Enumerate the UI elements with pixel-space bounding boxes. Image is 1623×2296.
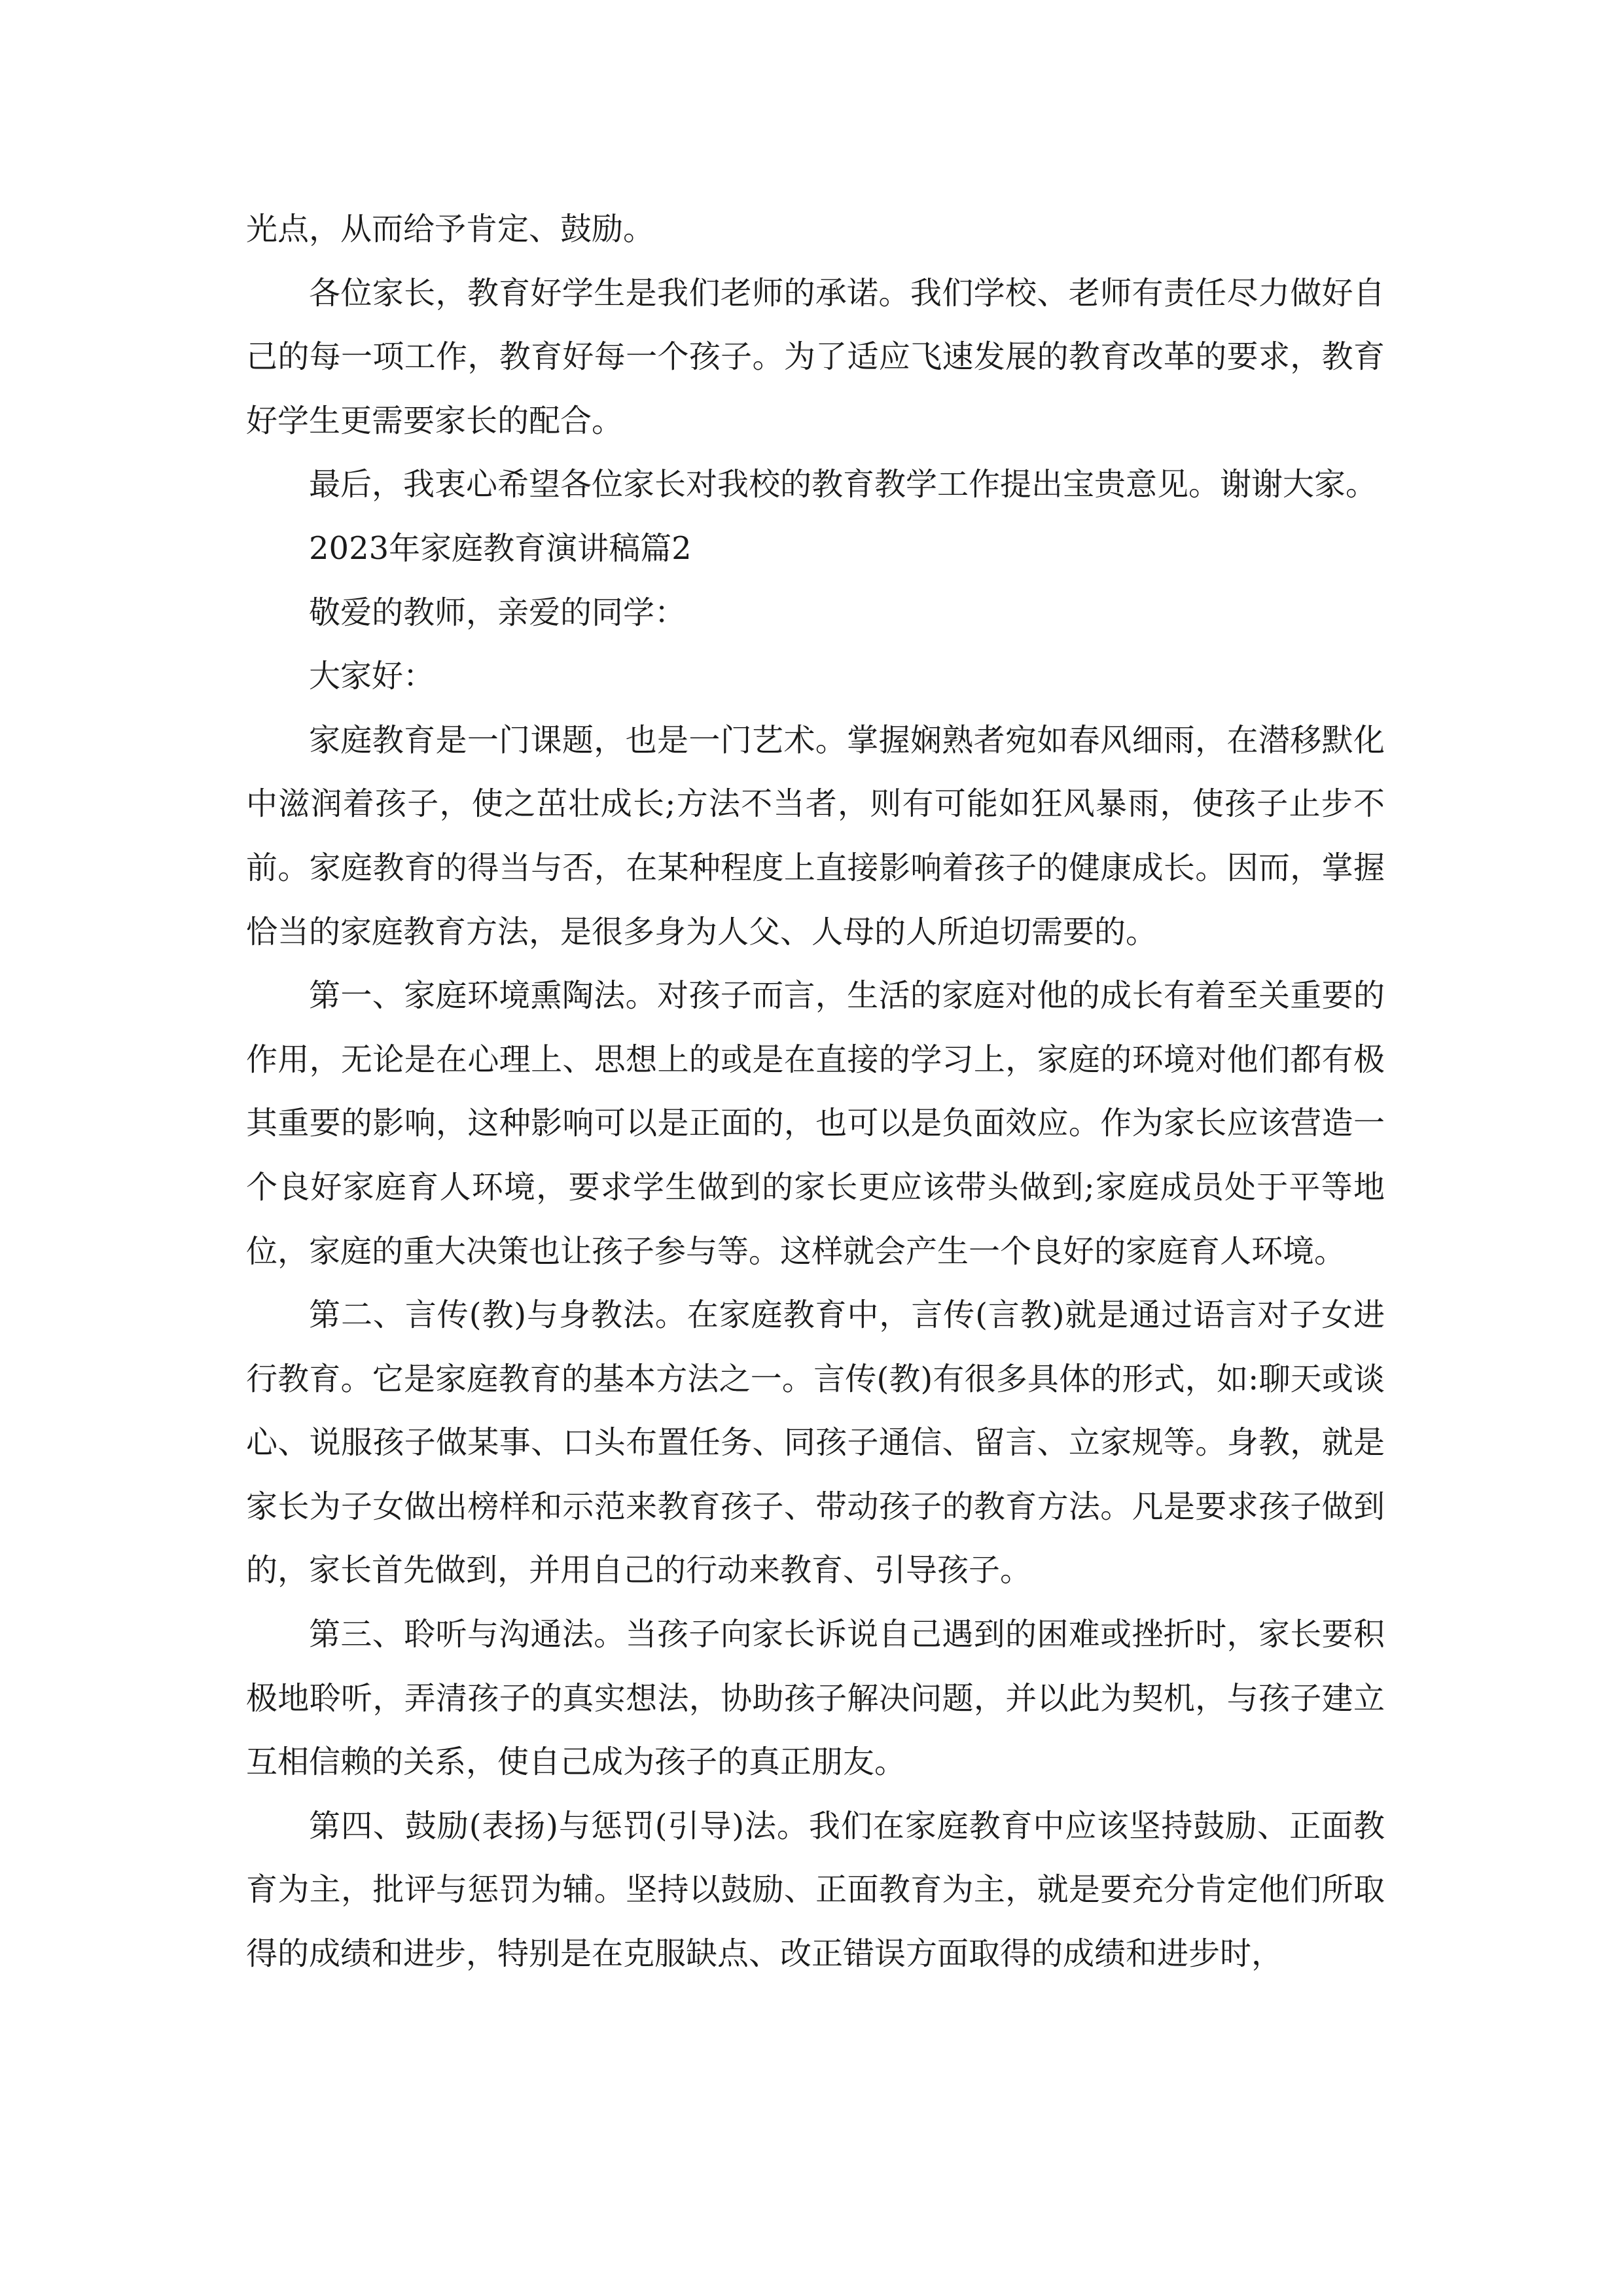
paragraph-method-three: 第三、聆听与沟通法。当孩子向家长诉说自己遇到的困难或挫折时，家长要积极地聆听，弄清孩子的真实想法，协助孩子解决问题，并以此为契机，与孩子建立互相信赖的关系，使自己成为孩子的真正朋友。 (246, 1616, 1385, 1781)
paragraph-closing-thanks: 最后，我衷心希望各位家长对我校的教育教学工作提出宝贵意见。谢谢大家。 (309, 466, 1378, 503)
paragraph-parents-commitment: 各位家长，教育好学生是我们老师的承诺。我们学校、老师有责任尽力做好自己的每一项工作，教育好每一个孩子。为了适应飞速发展的教育改革的要求，教育好学生更需要家长的配合。 (246, 274, 1385, 439)
paragraph-method-four: 第四、鼓励(表扬)与惩罚(引导)法。我们在家庭教育中应该坚持鼓励、正面教育为主，批评与惩罚为辅。坚持以鼓励、正面教育为主，就是要充分肯定他们所取得的成绩和进步，特别是在克服缺点、改正错误方面取得的成绩和进步时， (246, 1807, 1385, 1973)
section-heading: 2023年家庭教育演讲稿篇2 (309, 529, 692, 567)
paragraph-continuation: 光点，从而给予肯定、鼓励。 (246, 211, 655, 247)
paragraph-method-two: 第二、言传(教)与身教法。在家庭教育中，言传(言教)就是通过语言对子女进行教育。它是家庭教育的基本方法之一。言传(教)有很多具体的形式，如:聊天或谈心、说服孩子做某事、口头布置任务、同孩子通信、留言、立家规等。身教，就是家长为子女做出榜样和示范来教育孩子、带动孩子的教育方法。凡是要求孩子做到的，家长首先做到，并用自己的行动来教育、引导孩子。 (246, 1297, 1385, 1589)
paragraph-introduction: 家庭教育是一门课题，也是一门艺术。掌握娴熟者宛如春风细雨，在潜移默化中滋润着孩子，使之茁壮成长;方法不当者，则有可能如狂风暴雨，使孩子止步不前。家庭教育的得当与否，在某种程度上直接影响着孩子的健康成长。因而，掌握恰当的家庭教育方法，是很多身为人父、人母的人所迫切需要的。 (246, 721, 1385, 950)
document-body (246, 198, 1385, 1986)
greeting: 大家好： (309, 658, 435, 695)
salutation: 敬爱的教师，亲爱的同学： (309, 594, 687, 631)
paragraph-method-one: 第一、家庭环境熏陶法。对孩子而言，生活的家庭对他的成长有着至关重要的作用，无论是在心理上、思想上的或是在直接的学习上，家庭的环境对他们都有极其重要的影响，这种影响可以是正面的，也可以是负面效应。作为家长应该营造一个良好家庭育人环境，要求学生做到的家长更应该带头做到;家庭成员处于平等地位，家庭的重大决策也让孩子参与等。这样就会产生一个良好的家庭育人环境。 (246, 977, 1385, 1270)
